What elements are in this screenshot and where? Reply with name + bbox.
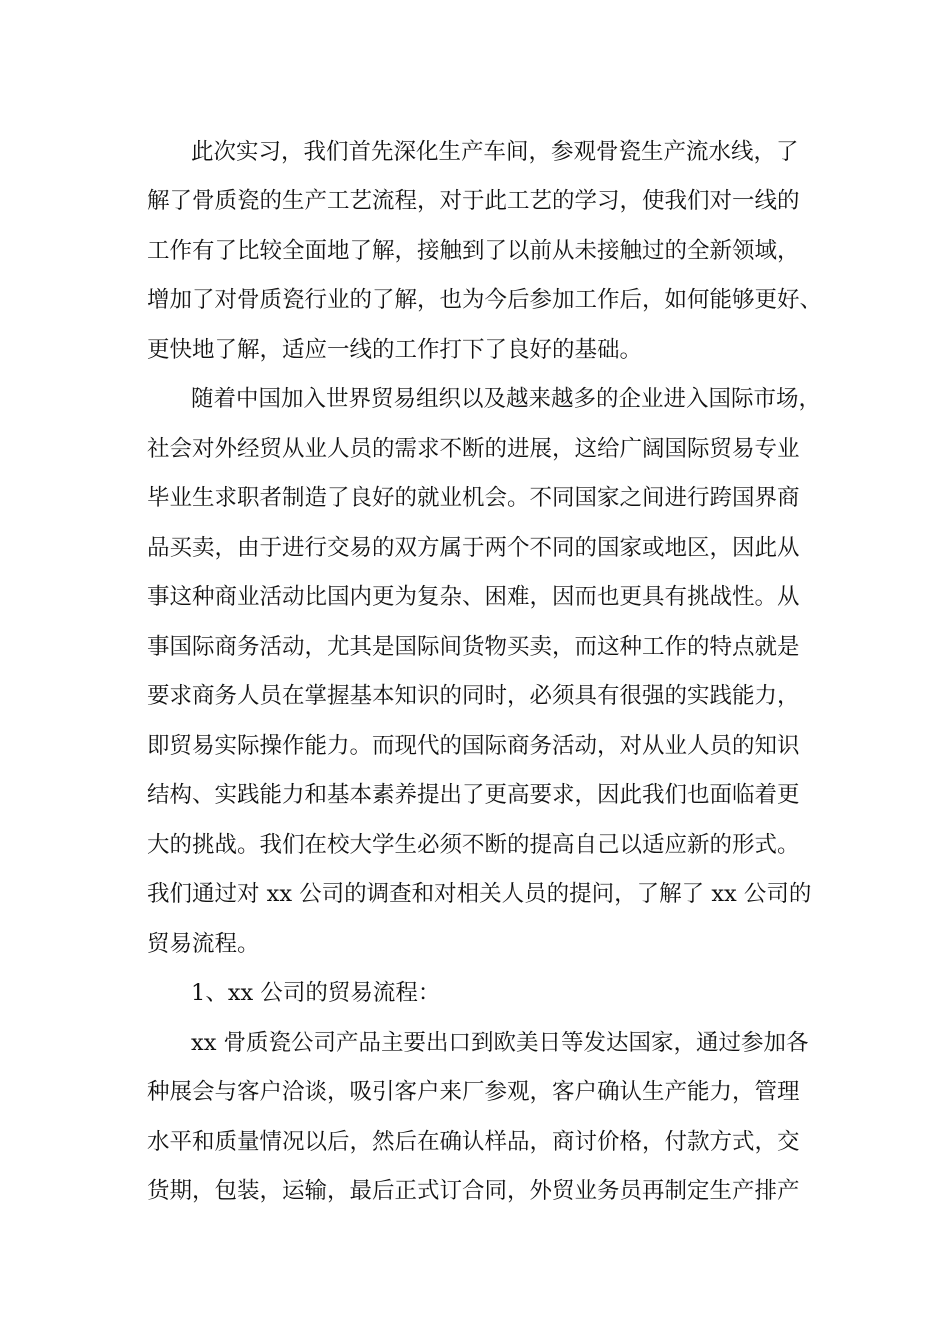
text-line: 货期，包装，运输，最后正式订合同，外贸业务员再制定生产排产 (147, 1178, 800, 1204)
text-line: 毕业生求职者制造了良好的就业机会。不同国家之间进行跨国界商 (147, 485, 800, 511)
text-line: 即贸易实际操作能力。而现代的国际商务活动，对从业人员的知识 (147, 733, 800, 759)
text-line: 要求商务人员在掌握基本知识的同时，必须具有很强的实践能力， (147, 683, 800, 709)
text-line: 我们通过对 xx 公司的调查和对相关人员的提问，了解了 xx 公司的 (147, 881, 812, 907)
text-line: 贸易流程。 (147, 931, 260, 957)
text-line: 种展会与客户洽谈，吸引客户来厂参观，客户确认生产能力，管理 (147, 1079, 800, 1105)
text-line: xx 骨质瓷公司产品主要出口到欧美日等发达国家，通过参加各 (191, 1030, 809, 1056)
text-line: 此次实习，我们首先深化生产车间，参观骨瓷生产流水线，了 (191, 139, 799, 165)
text-line: 事这种商业活动比国内更为复杂、困难，因而也更具有挑战性。从 (147, 584, 800, 610)
text-line: 品买卖，由于进行交易的双方属于两个不同的国家或地区，因此从 (147, 535, 800, 561)
text-line: 随着中国加入世界贸易组织以及越来越多的企业进入国际市场， (191, 386, 822, 412)
text-line: 水平和质量情况以后，然后在确认样品，商讨价格，付款方式，交 (147, 1129, 800, 1155)
text-line: 社会对外经贸从业人员的需求不断的进展，这给广阔国际贸易专业 (147, 436, 800, 462)
text-line: 解了骨质瓷的生产工艺流程，对于此工艺的学习，使我们对一线的 (147, 188, 800, 214)
text-line: 大的挑战。我们在校大学生必须不断的提高自己以适应新的形式。 (147, 832, 800, 858)
text-line: 事国际商务活动，尤其是国际间货物买卖，而这种工作的特点就是 (147, 634, 800, 660)
section-heading: 1、xx 公司的贸易流程： (191, 980, 441, 1006)
text-line: 工作有了比较全面地了解，接触到了以前从未接触过的全新领域， (147, 238, 800, 264)
text-line: 增加了对骨质瓷行业的了解，也为今后参加工作后，如何能够更好、 (147, 287, 823, 313)
text-line: 结构、实践能力和基本素养提出了更高要求，因此我们也面临着更 (147, 782, 800, 808)
text-line: 更快地了解，适应一线的工作打下了良好的基础。 (147, 337, 643, 363)
